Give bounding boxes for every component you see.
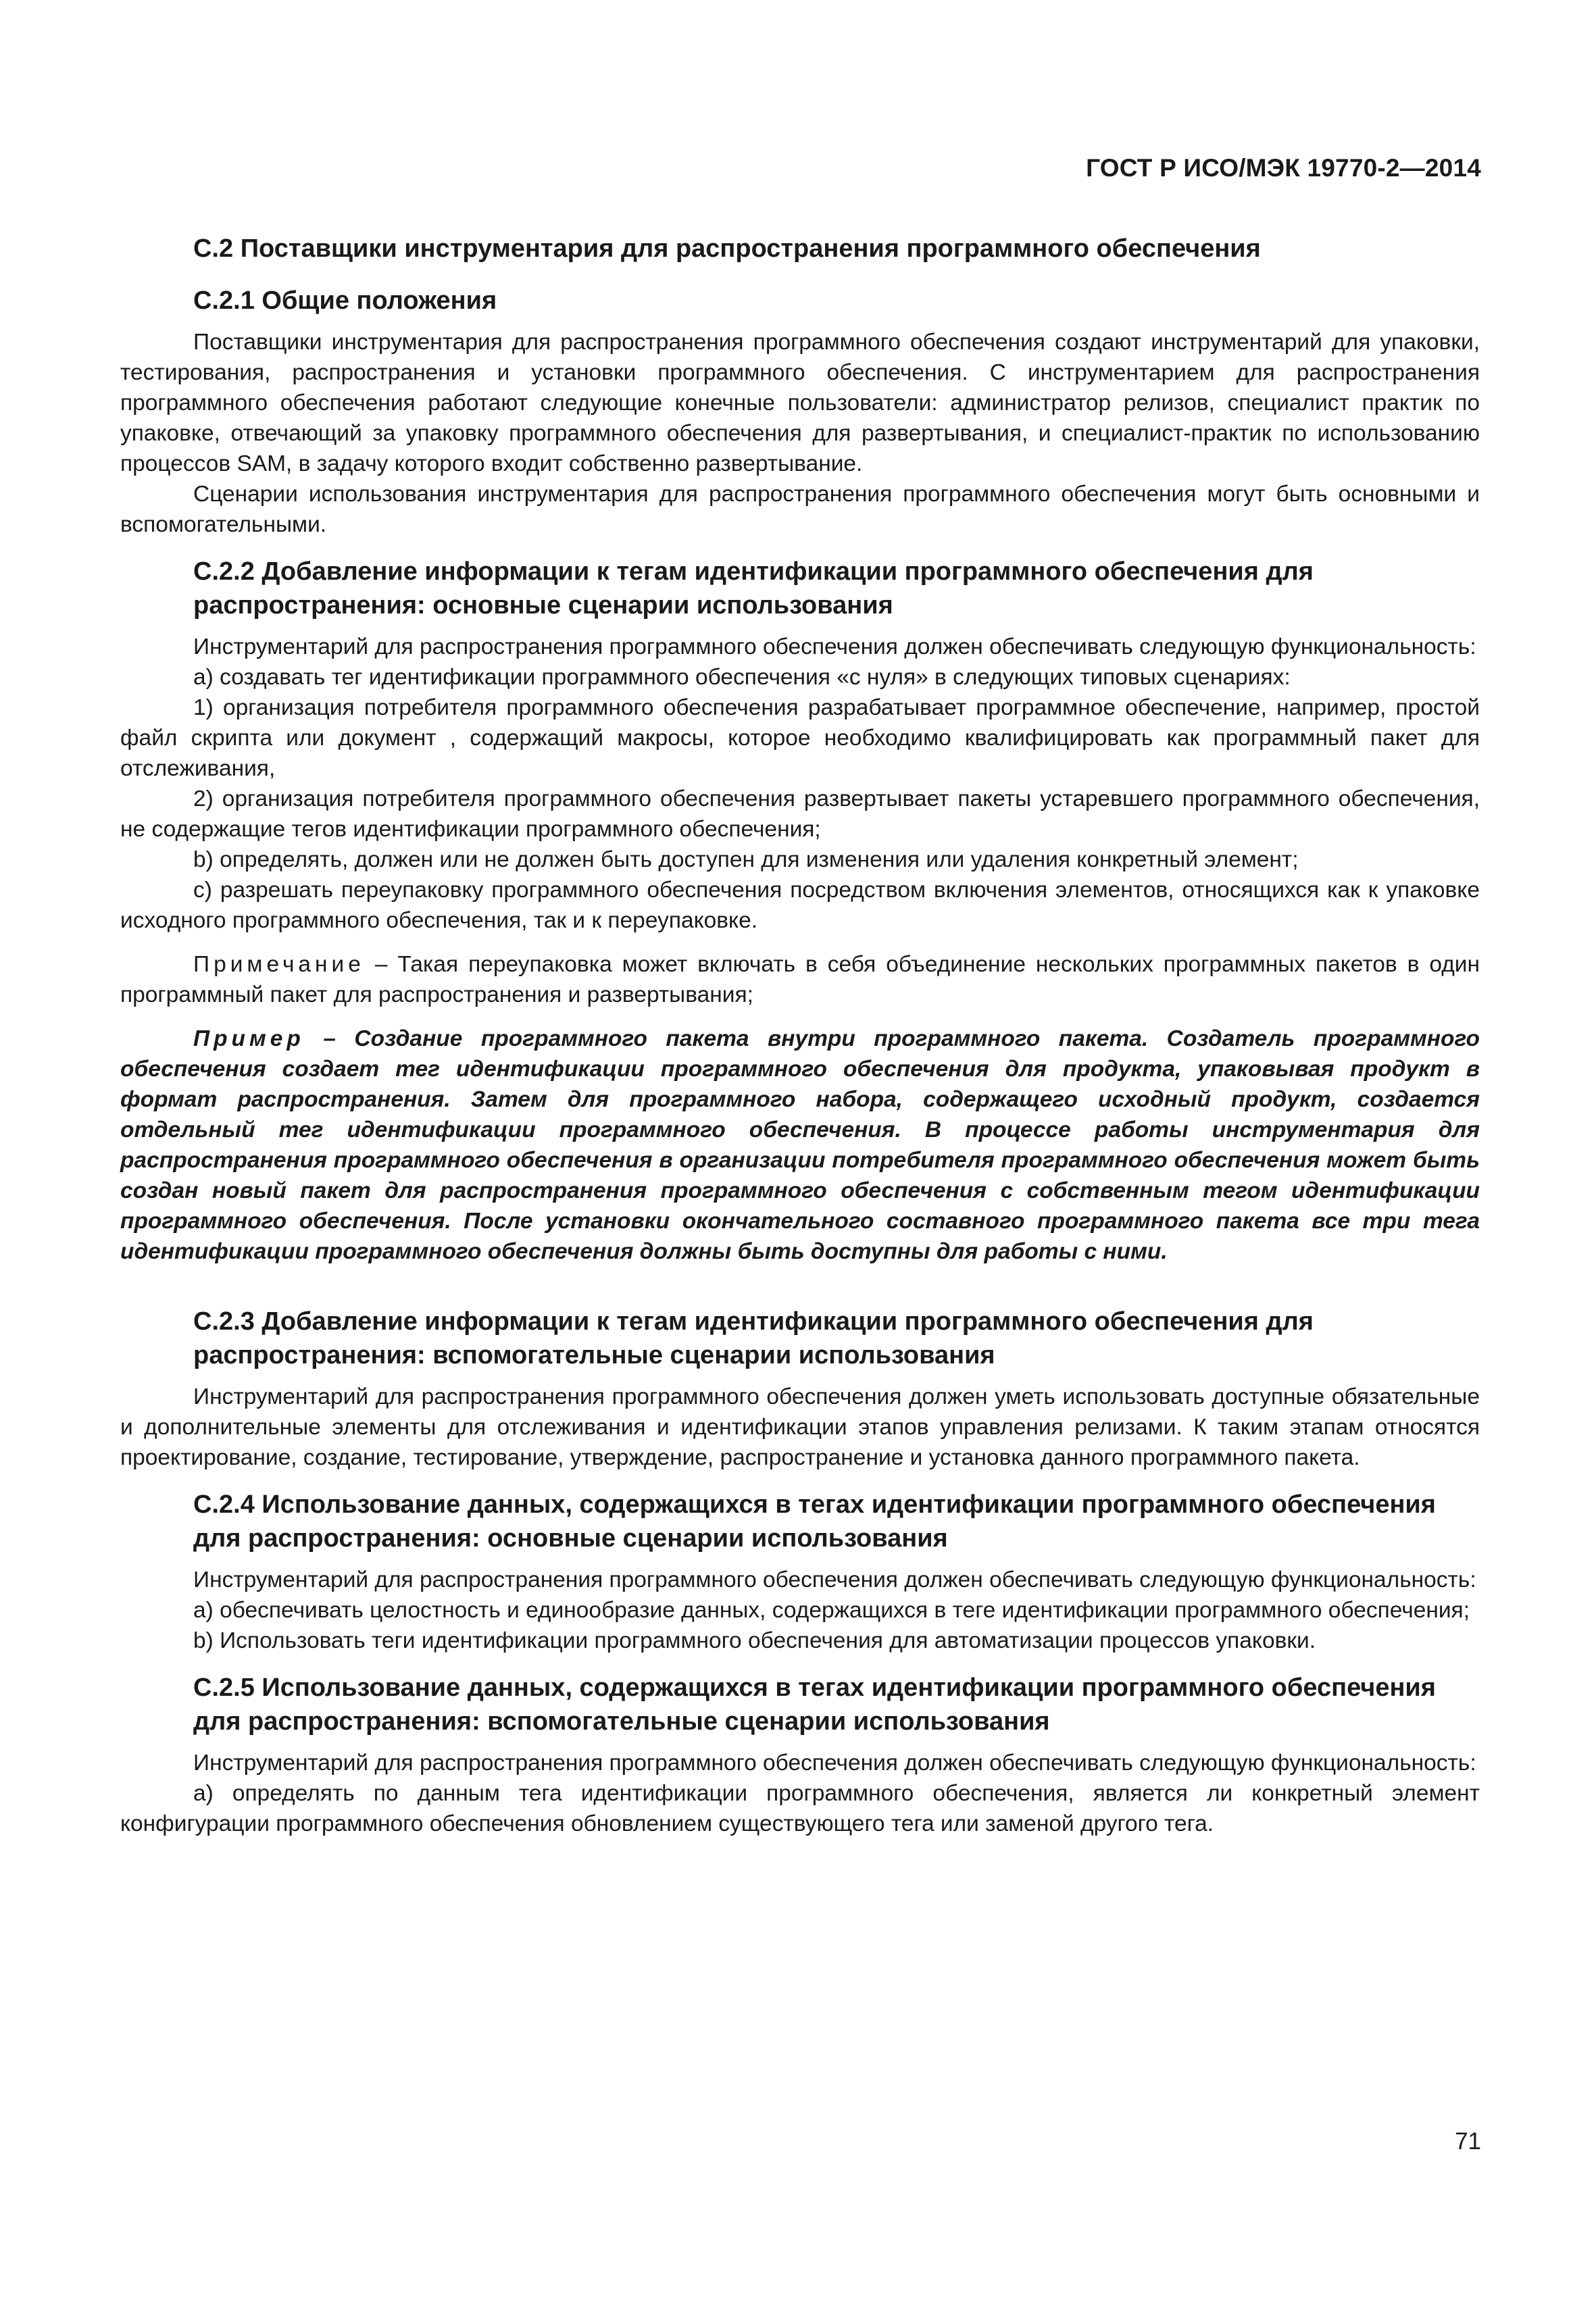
list-item: 2) организация потребителя программного обеспечения развертывает пакеты устаревшего программного обеспечения, не содержащие тегов идентификации программного обеспечения; [120, 786, 1480, 842]
paragraph: Сценарии использования инструментария для распространения программного обеспечения могут быть основными и вспомогательными. [120, 482, 1480, 537]
list-item: а) создавать тег идентификации программного обеспечения «с нуля» в следующих типовых сценариях: [193, 665, 1291, 690]
paragraph: Поставщики инструментария для распространения программного обеспечения создают инструментарий для упаковки, тестирования, распространения и установки программного обеспечения. С инструментарием для распространения программного обеспечения работают следующие конечные пользователи: администратор релизов, специалист практик по упаковке, отвечающий за упаковку программного обеспечения для развертывания, и специалист-практик по использованию процессов SAM, в задачу которого входит собственно развертывание. [120, 330, 1480, 476]
list-item: b) Использовать теги идентификации программного обеспечения для автоматизации процессов упаковки. [193, 1628, 1316, 1653]
note-label: Примечание [193, 952, 365, 977]
list-item: а) обеспечивать целостность и единообразие данных, содержащихся в теге идентификации программного обеспечения; [193, 1598, 1470, 1623]
list-item: а) определять по данным тега идентификации программного обеспечения, является ли конкретный элемент конфигурации программного обеспечения обновлением существующего тега или заменой другого тега. [120, 1781, 1480, 1836]
list-item: b) определять, должен или не должен быть доступен для изменения или удаления конкретный элемент; [193, 847, 1299, 872]
paragraph: Инструментарий для распространения программного обеспечения должен уметь использовать доступные обязательные и дополнительные элементы для отслеживания и идентификации этапов управления релизами. К таким этапам относятся проектирование, создание, тестирование, утверждение, распространение и установка данного программного пакета. [120, 1384, 1480, 1470]
example-text: – Создание программного пакета внутри программного пакета. Создатель программного обеспечения создает тег идентификации программного обеспечения для продукта, упаковывая продукт в формат распространения. Затем для программного набора, содержащего исходный продукт, создается отдельный тег идентификации программного обеспечения. В процессе работы инструментария для распространения программного обеспечения в организации потребителя программного обеспечения может быть создан новый пакет для распространения программного обеспечения с собственным тегом идентификации программного обеспечения. После установки окончательного составного программного пакета все три тега идентификации программного обеспечения должны быть доступны для работы с ними. [120, 1026, 1480, 1264]
document-body [120, 231, 1480, 1839]
paragraph: Инструментарий для распространения программного обеспечения должен обеспечивать следующую функциональность: [193, 1751, 1476, 1776]
list-item: 1) организация потребителя программного обеспечения разрабатывает программное обеспечение, например, простой файл скрипта или документ , содержащий макросы, которое необходимо квалифицировать как программный пакет для отслеживания, [120, 695, 1480, 781]
subsection-title-c23: С.2.3 Добавление информации к тегам идентификации программного обеспечения для распространения: вспомогательные сценарии использования [193, 1307, 1314, 1369]
page-number: 71 [1455, 2128, 1481, 2155]
subsection-title-c24: С.2.4 Использование данных, содержащихся в тегах идентификации программного обеспечения для распространения: основные сценарии использования [193, 1490, 1436, 1553]
section-title: С.2 Поставщики инструментария для распространения программного обеспечения [193, 234, 1261, 263]
list-item: c) разрешать переупаковку программного обеспечения посредством включения элементов, относящихся как к упаковке исходного программного обеспечения, так и к переупаковке. [120, 878, 1480, 933]
paragraph: Инструментарий для распространения программного обеспечения должен обеспечивать следующую функциональность: [193, 1567, 1476, 1592]
note [120, 949, 1480, 1010]
document-header: ГОСТ Р ИСО/МЭК 19770-2—2014 [1086, 154, 1481, 182]
note-text: – Такая переупаковка может включать в себя объединение нескольких программных пакетов в один программный пакет для распространения и развертывания; [120, 952, 1480, 1007]
subsection-title-c22: С.2.2 Добавление информации к тегам идентификации программного обеспечения для распространения: основные сценарии использования [193, 557, 1314, 620]
example [120, 1024, 1480, 1267]
example-label: Пример [193, 1026, 305, 1051]
subsection-title-c21: С.2.1 Общие положения [193, 286, 497, 315]
paragraph: Инструментарий для распространения программного обеспечения должен обеспечивать следующую функциональность: [193, 634, 1476, 659]
subsection-title-c25: С.2.5 Использование данных, содержащихся в тегах идентификации программного обеспечения для распространения: вспомогательные сценарии использования [193, 1674, 1436, 1736]
